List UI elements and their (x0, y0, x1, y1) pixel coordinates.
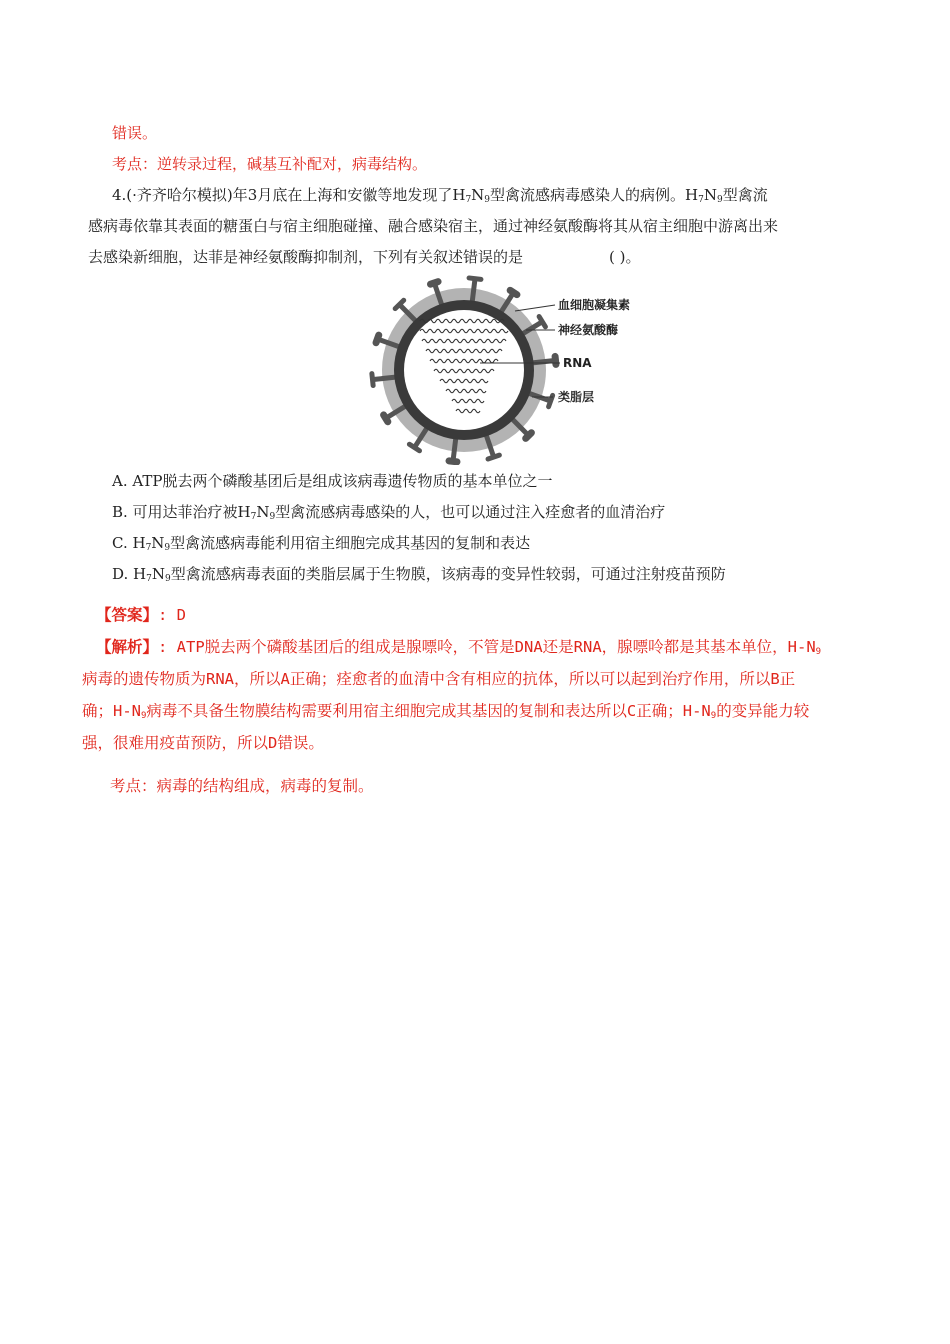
label-line-hemagglutinin (515, 305, 555, 311)
spike-cap (384, 415, 388, 422)
answer-value: : D (158, 606, 187, 624)
spike (472, 281, 474, 301)
option-b: B. 可用达菲治疗被$H_7N_9$型禽流感病毒感染的人，也可以通过注入痊愈者的血清治疗 (112, 503, 666, 522)
answer-label: 【答案】 (96, 606, 159, 624)
question-stem-line-1: 4.(·齐齐哈尔模拟)年3月底在上海和安徽等地发现了$H_7N_9$型禽流感病毒感染人的病例。$H_7N_9$型禽流 (112, 186, 768, 205)
analysis-label: 【解析】 (96, 638, 159, 656)
virus-structure-diagram (360, 275, 640, 465)
answer-line (96, 605, 186, 625)
label-rna: RNA (563, 356, 592, 370)
prev-kaodian: 考点：逆转录过程，碱基互补配对，病毒结构。 (112, 155, 428, 173)
spike-cap (431, 282, 439, 285)
label-hemagglutinin: 血细胞凝集素 (558, 298, 631, 312)
option-d: D. $H_7N_9$型禽流感病毒表面的类脂层属于生物膜，该病毒的变异性较弱，可通过注射疫苗预防 (112, 565, 726, 584)
spike-cap (510, 290, 517, 294)
question-stem-line-2: 感病毒依靠其表面的糖蛋白与宿主细胞碰撞、融合感染宿主，通过神经氨酸酶将其从宿主细胞中游离出来 (88, 217, 779, 235)
spike-cap (376, 335, 379, 343)
spike (374, 377, 394, 379)
spike-cap (488, 455, 499, 459)
spike-cap (469, 278, 481, 279)
spike (453, 439, 455, 459)
spike (534, 361, 554, 363)
question-stem-line-3: 去感染新细胞，达菲是神经氨酸酶抑制剂，下列有关叙述错误的是 ( )。 (88, 248, 641, 266)
label-neuraminidase: 神经氨酸酶 (558, 323, 619, 337)
label-lipid-layer: 类脂层 (558, 390, 595, 404)
answer-paren: ( )。 (609, 248, 641, 266)
option-c: C. $H_7N_9$型禽流感病毒能利用宿主细胞完成其基因的复制和表达 (112, 534, 531, 553)
spike-cap (526, 433, 532, 439)
analysis-line-4: 强，很难用疫苗预防，所以D错误。 (82, 734, 324, 752)
kaodian: 考点：病毒的结构组成，病毒的复制。 (110, 777, 374, 795)
analysis-line-1: 【解析】: ATP脱去两个磷酸基团后的组成是腺嘌呤，不管是DNA还是RNA，腺嘌呤都是其基本单位，$H-N_9$ (96, 638, 822, 657)
prev-answer-tail: 错误。 (112, 124, 158, 142)
analysis-line-2: 病毒的遗传物质为RNA，所以A正确；痊愈者的血清中含有相应的抗体，所以可以起到治疗作用，所以B正 (82, 670, 796, 688)
analysis-line-3: 确；$H-N_9$病毒不具备生物膜结构需要利用宿主细胞完成其基因的复制和表达所以C正确；$H-N_9$的变异能力较 (82, 702, 810, 721)
spike-cap (372, 374, 373, 386)
option-a: A. ATP脱去两个磷酸基团后是组成该病毒遗传物质的基本单位之一 (112, 472, 553, 490)
spike-cap (449, 461, 457, 462)
